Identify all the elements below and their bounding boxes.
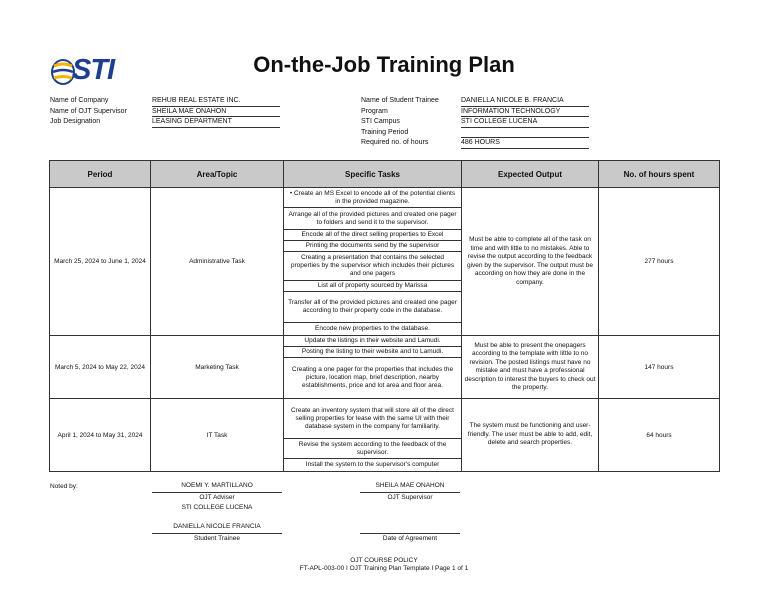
adviser-role: OJT Adviser xyxy=(199,494,235,501)
task-item: Create an inventory system that will store all of the direct selling properties for lease with the same UI with their database system in the company for familiarity. xyxy=(284,399,461,439)
task-item: Encode all of the direct selling properties to Excel xyxy=(284,230,461,241)
header-area: Area/Topic xyxy=(151,161,284,188)
task-item: List all of property sourced by Marissa xyxy=(284,281,461,292)
info-value: 486 HOURS xyxy=(461,138,589,149)
trainee-signature xyxy=(152,523,282,544)
info-label: STI Campus xyxy=(361,118,400,125)
task-item: Creating a presentation that contains the selected properties by the supervisor which includes their pictures and one pagers xyxy=(284,252,461,281)
noted-by-label: Noted by: xyxy=(50,483,78,490)
info-label: Training Period xyxy=(361,128,409,136)
area-cell: Marketing Task xyxy=(151,336,284,399)
tasks-cell xyxy=(284,399,462,472)
company-info xyxy=(50,96,280,128)
adviser-signature xyxy=(152,482,282,513)
period-cell: March 5, 2024 to May 22, 2024 xyxy=(50,336,151,399)
info-label: Program xyxy=(361,107,388,115)
task-item: Encode new properties to the database. xyxy=(315,324,430,332)
footer-template-ref: FT-APL-003-00 I OJT Training Plan Template I Page 1 of 1 xyxy=(299,565,469,572)
task-item: • Create an MS Excel to encode all of the potential clients in the provided magazine. xyxy=(284,188,461,208)
table-row xyxy=(50,336,720,399)
info-value: INFORMATION TECHNOLOGY xyxy=(461,107,589,118)
trainee-name: DANIELLA NICOLE FRANCIA xyxy=(152,523,282,534)
info-label: Name of Company xyxy=(50,97,109,104)
info-value: DANIELLA NICOLE B. FRANCIA xyxy=(461,96,589,107)
logo-text: STI xyxy=(72,54,115,86)
supervisor-name: SHEILA MAE ONAHON xyxy=(360,482,460,493)
header-period: Period xyxy=(50,161,151,188)
tasks-cell xyxy=(284,188,462,336)
trainee-role: Student Trainee xyxy=(194,535,240,542)
info-value: STI COLLEGE LUCENA xyxy=(461,117,589,128)
area-cell: IT Task xyxy=(151,399,284,472)
table-row xyxy=(50,188,720,336)
adviser-campus: STI COLLEGE LUCENA xyxy=(181,504,253,511)
task-item: Install the system to the supervisor's computer xyxy=(305,461,440,468)
info-label: Required no. of hours xyxy=(361,139,429,146)
period-cell: March 25, 2024 to June 1, 2024 xyxy=(50,188,151,336)
header-output: Expected Output xyxy=(462,161,599,188)
task-item: Transfer all of the provided pictures and created one pager according to their property code in the database. xyxy=(284,292,461,323)
date-line xyxy=(360,523,460,534)
page-footer xyxy=(0,557,768,573)
info-value: SHEILA MAE ONAHON xyxy=(152,107,280,118)
info-label: Job Designation xyxy=(50,118,101,125)
info-label: Name of Student Trainee xyxy=(361,97,439,104)
task-item: Arrange all of the provided pictures and created one pager to folders and send it to the supervisor. xyxy=(284,208,461,230)
task-item: Update the listings in their website and Lamudi. xyxy=(284,336,461,347)
task-item: Posting the listing to their website and to Lamudi. xyxy=(284,347,461,358)
page-title: On-the-Job Training Plan xyxy=(253,52,515,77)
table-row xyxy=(50,399,720,472)
training-plan-table xyxy=(49,160,720,472)
header-hours: No. of hours spent xyxy=(599,161,720,188)
info-label: Name of OJT Supervisor xyxy=(50,107,127,115)
output-cell: Must be able to present the onepagers according to the template with little to no revision. The posted listings must have no mistake and must have a professional description to interest the buyers to check out the property. xyxy=(462,336,599,399)
period-cell: April 1, 2024 to May 31, 2024 xyxy=(50,399,151,472)
hours-cell: 277 hours xyxy=(599,188,720,336)
area-cell: Administrative Task xyxy=(151,188,284,336)
header-tasks: Specific Tasks xyxy=(284,161,462,188)
task-item: Printing the documents send by the supervisor xyxy=(284,241,461,252)
footer-policy: OJT COURSE POLICY xyxy=(350,557,418,564)
hours-cell: 64 hours xyxy=(599,399,720,472)
trainee-info xyxy=(361,96,589,149)
date-signature xyxy=(360,523,460,544)
supervisor-signature xyxy=(360,482,460,503)
date-label: Date of Agreement xyxy=(382,535,438,542)
info-value: LEASING DEPARTMENT xyxy=(152,117,280,128)
info-value: REHUB REAL ESTATE INC. xyxy=(152,96,280,107)
supervisor-role: OJT Supervisor xyxy=(387,494,433,501)
task-item: Revise the system according to the feedback of the supervisor. xyxy=(284,439,461,459)
output-cell: The system must be functioning and user-friendly. The user must be able to add, edit, delete and search properties. xyxy=(462,399,599,472)
task-item: Creating a one pager for the properties that includes the picture, location map, brief description, nearby establishments, price and lot area and floor area. xyxy=(291,366,454,389)
tasks-cell xyxy=(284,336,462,399)
output-cell: Must be able to complete all of the task on time and with little to no mistakes. Able to revise the output according to the feedback given by the supervisor. The output must be according on how they are done in the company. xyxy=(462,188,599,336)
hours-cell: 147 hours xyxy=(599,336,720,399)
adviser-name: NOEMI Y. MARTILLANO xyxy=(152,482,282,493)
table-header-row xyxy=(50,161,720,188)
info-value xyxy=(461,128,589,139)
